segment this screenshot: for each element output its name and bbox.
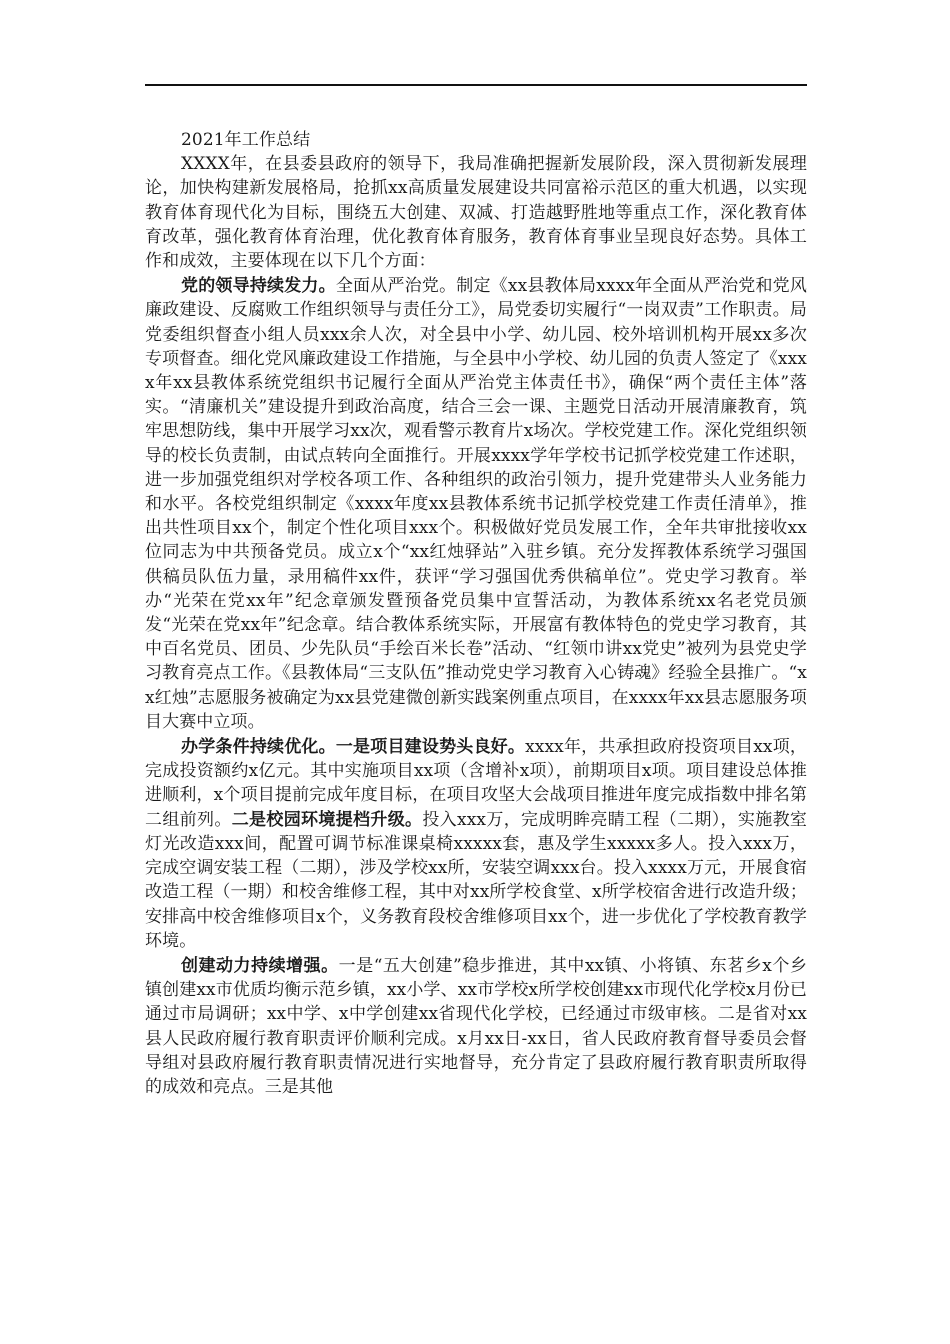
document-title: 2021年工作总结	[181, 130, 311, 150]
header-rule	[145, 84, 807, 86]
paragraph-text: 投入xxx万，完成明眸亮睛工程（二期），实施教室灯光改造xxx间，配置可调节标准课桌椅xxxxx套，惠及学生xxxxx多人。投入xxx万，完成空调安装工程（二期），涉及学校xx所，安装空调xxx台。投入xxxx万元，开展食宿改造工程（一期）和校舍维修工程，其中对xx所学校食堂、x所学校宿舍进行改造升级；安排高中校舍维修项目x个，义务教育段校舍维修项目xx个，进一步优化了学校教育教学环境。	[145, 809, 808, 951]
paragraph-text: xxxx年，共承担政府投资项目xx项，完成投资额约x亿元。其中实施项目xx项（含增补x项），前期项目x项。项目建设总体推进顺利，x个项目提前完成年度目标，在项目攻坚大会战项目推进年度完成指数中排名第二组前列。	[145, 737, 808, 830]
paragraph-text: 一是“五大创建”稳步推进，其中xx镇、小将镇、东茗乡x个乡镇创建xx市优质均衡示范乡镇，xx小学、xx市学校x所学校创建xx市现代化学校x月份已通过市局调研；xx中学、x中学创建xx省现代化学校，已经通过市级审核。二是省对xx县人民政府履行教育职责评价顺利完成。x月xx日-xx日，省人民政府教育督导委员会督导组对县政府履行教育职责情况进行实地督导，充分肯定了县政府履行教育职责所取得的成效和亮点。三是其他	[145, 955, 807, 1097]
section-heading: 党的领导持续发力。	[181, 276, 336, 297]
paragraph-text: XXXX年，在县委县政府的领导下，我局准确把握新发展阶段，深入贯彻新发展理论，加快构建新发展格局，抢抓xx高质量发展建设共同富裕示范区的重大机遇，以实现教育体育现代化为目标，围绕五大创建、双减、打造越野胜地等重点工作，深化教育体育改革，强化教育体育治理，优化教育体育服务，教育体育事业呈现良好态势。具体工作和成效，主要体现在以下几个方面：	[145, 154, 807, 272]
document-body	[145, 128, 807, 1099]
paragraph-text: 全面从严治党。制定《xx县教体局xxxx年全面从严治党和党风廉政建设、反腐败工作组织领导与责任分工》，局党委切实履行“一岗双责”工作职责。局党委组织督查小组人员xxx余人次，对全县中小学、幼儿园、校外培训机构开展xx多次专项督查。细化党风廉政建设工作措施，与全县中小学校、幼儿园的负责人签定了《xxxx年xx县教体系统党组织书记履行全面从严治党主体责任书》，确保“两个责任主体”落实。“清廉机关”建设提升到政治高度，结合三会一课、主题党日活动开展清廉教育，筑牢思想防线，集中开展学习xx次，观看警示教育片x场次。学校党建工作。深化党组织领导的校长负责制，由试点转向全面推行。开展xxxx学年学校书记抓学校党建工作述职，进一步加强党组织对学校各项工作、各种组织的政治引领力，提升党建带头人业务能力和水平。各校党组织制定《xxxx年度xx县教体系统书记抓学校党建工作责任清单》，推出共性项目xx个，制定个性化项目xxx个。积极做好党员发展工作，全年共审批接收xx位同志为中共预备党员。成立x个“xx红烛驿站”入驻乡镇。充分发挥教体系统学习强国供稿员队伍力量，录用稿件xx件，获评“学习强国优秀供稿单位”。党史学习教育。举办“光荣在党xx年”纪念章颁发暨预备党员集中宣誓活动，为教体系统xx名老党员颁发“光荣在党xx年”纪念章。结合教体系统实际，开展富有教体特色的党史学习教育，其中百名党员、团员、少先队员“手绘百米长卷”活动、“红领巾讲xx党史”被列为县党史学习教育亮点工作。《县教体局“三支队伍”推动党史学习教育入心铸魂》经验全县推广。“xx红烛”志愿服务被确定为xx县党建微创新实践案例重点项目，在xxxx年xx县志愿服务项目大赛中立项。	[145, 276, 807, 732]
paragraph-school-conditions	[145, 735, 807, 953]
paragraph-creation-momentum	[145, 954, 807, 1099]
paragraph-intro	[145, 152, 807, 273]
section-heading: 创建动力持续增强。	[181, 955, 339, 976]
paragraph-party-leadership	[145, 274, 807, 734]
section-heading: 办学条件持续优化。一是项目建设势头良好。	[181, 737, 526, 758]
sub-heading: 二是校园环境提档升级。	[231, 809, 423, 830]
